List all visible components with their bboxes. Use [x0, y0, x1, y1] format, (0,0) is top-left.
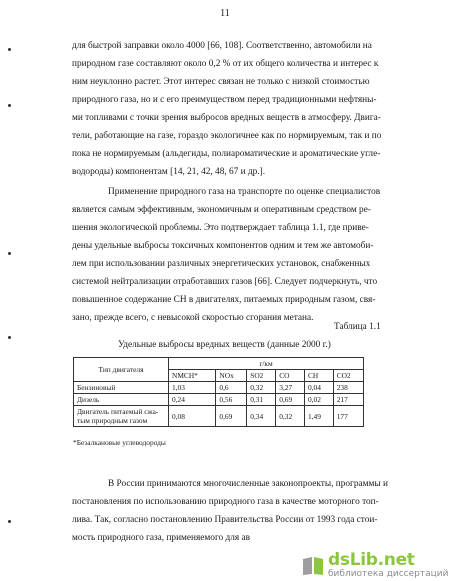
- text-line: ним неуклонно растет. Этот интерес связан не только с низкой стоимостью: [72, 77, 370, 87]
- value-cell: 0,04: [304, 382, 333, 394]
- scan-mark: [8, 252, 11, 255]
- value-cell: 0,69: [216, 406, 247, 427]
- scan-mark: [8, 104, 11, 107]
- engine-type-cell: Дизель: [74, 394, 169, 406]
- table-row: [74, 406, 364, 427]
- value-cell: 0,32: [247, 382, 276, 394]
- value-cell: 0,31: [247, 394, 276, 406]
- text-line: лива. Так, согласно постановлению Правительства России от 1993 года стои-: [72, 515, 378, 525]
- table-header-unit: г/км: [169, 358, 364, 370]
- text-line: пока не нормируемым (альдегиды, полиароматические и ароматические углe-: [72, 149, 381, 159]
- column-header-co2: CO2: [333, 370, 363, 382]
- text-line: для быстрой заправки около 4000 [66, 108]. Соответственно, автомобили на: [72, 41, 372, 51]
- value-cell: 0,56: [216, 394, 247, 406]
- table-header-engine-type: Тип двигателя: [74, 358, 169, 382]
- text-line: зано, прежде всего, с невысокой скоростью сгорания метана.: [72, 313, 314, 323]
- column-header-so2: SO2: [247, 370, 276, 382]
- text-line: водороды) компонентам [14, 21, 42, 48, 67 и др.].: [72, 167, 266, 177]
- text-line: Применение природного газа на транспорте по оценке специалистов: [108, 187, 381, 197]
- value-cell: 0,69: [276, 394, 305, 406]
- value-cell: 0,6: [216, 382, 247, 394]
- column-header-ch: CH: [304, 370, 333, 382]
- column-header-co: CO: [276, 370, 305, 382]
- watermark-brand: dsLib.net: [328, 550, 415, 570]
- text-line: повышенное содержание СН в двигателях, питаемых природным газом, свя-: [72, 295, 376, 305]
- emissions-table: [73, 357, 364, 427]
- table-row: [74, 394, 364, 406]
- page-number: 11: [220, 8, 230, 19]
- text-line: дены удельные выбросы токсичных компонентов одним и тем же автомоби-: [72, 241, 374, 251]
- text-line: тели, работающие на газе, гораздо экологичнее как по нормируемым, так и по: [72, 131, 382, 141]
- value-cell: 217: [333, 394, 363, 406]
- book-logo-icon: [302, 556, 324, 576]
- text-line: В России принимаются многочисленные законопроекты, программы и: [108, 479, 388, 489]
- value-cell: 0,24: [169, 394, 216, 406]
- value-cell: 1,03: [169, 382, 216, 394]
- scan-mark: [8, 520, 11, 523]
- value-cell: 0,34: [247, 406, 276, 427]
- text-line: является самым эффективным, экономичным и оперативным средством ре-: [72, 205, 371, 215]
- text-line: постановления по использованию природного газа в качестве моторного топ-: [72, 497, 379, 507]
- column-header-nox: NOx: [216, 370, 247, 382]
- table-title: Удельные выбросы вредных веществ (данные 2000 г.): [118, 340, 331, 350]
- scan-mark: [8, 336, 11, 339]
- text-line: мость природного газа, применяемого для ав: [72, 533, 250, 543]
- value-cell: 0,02: [304, 394, 333, 406]
- table-caption: Таблица 1.1: [334, 322, 381, 332]
- watermark-caption: библиотека диссертаций: [328, 569, 449, 579]
- text-line: ми топливами с точки зрения выбросов вредных веществ в атмосферу. Двига-: [72, 113, 381, 123]
- value-cell: 1,49: [304, 406, 333, 427]
- watermark: [300, 548, 450, 581]
- text-line: шения экологической проблемы. Это подтверждает таблица 1.1, где приве-: [72, 223, 369, 233]
- value-cell: 177: [333, 406, 363, 427]
- value-cell: 238: [333, 382, 363, 394]
- scan-mark: [8, 48, 11, 51]
- text-line: лем при использовании различных энергетических установок, снабженных: [72, 259, 371, 269]
- table-row: [74, 382, 364, 394]
- table-footnote: *Безалкановые углеводороды: [73, 438, 166, 447]
- value-cell: 0,08: [169, 406, 216, 427]
- engine-type-cell: Двигатель питаемый сжа- тым природным газом: [74, 406, 169, 427]
- text-line: системой нейтрализации отработавших газов [66]. Следует подчеркнуть, что: [72, 277, 378, 287]
- column-header-nmch: NMCH*: [169, 370, 216, 382]
- value-cell: 0,32: [276, 406, 305, 427]
- value-cell: 3,27: [276, 382, 305, 394]
- text-line: природном газе составляют около 0,2 % от их общего количества и интерес к: [72, 59, 379, 69]
- engine-type-cell: Бензиновый: [74, 382, 169, 394]
- text-line: природного газа, но и с его преимуществом перед традиционными нефтяны-: [72, 95, 377, 105]
